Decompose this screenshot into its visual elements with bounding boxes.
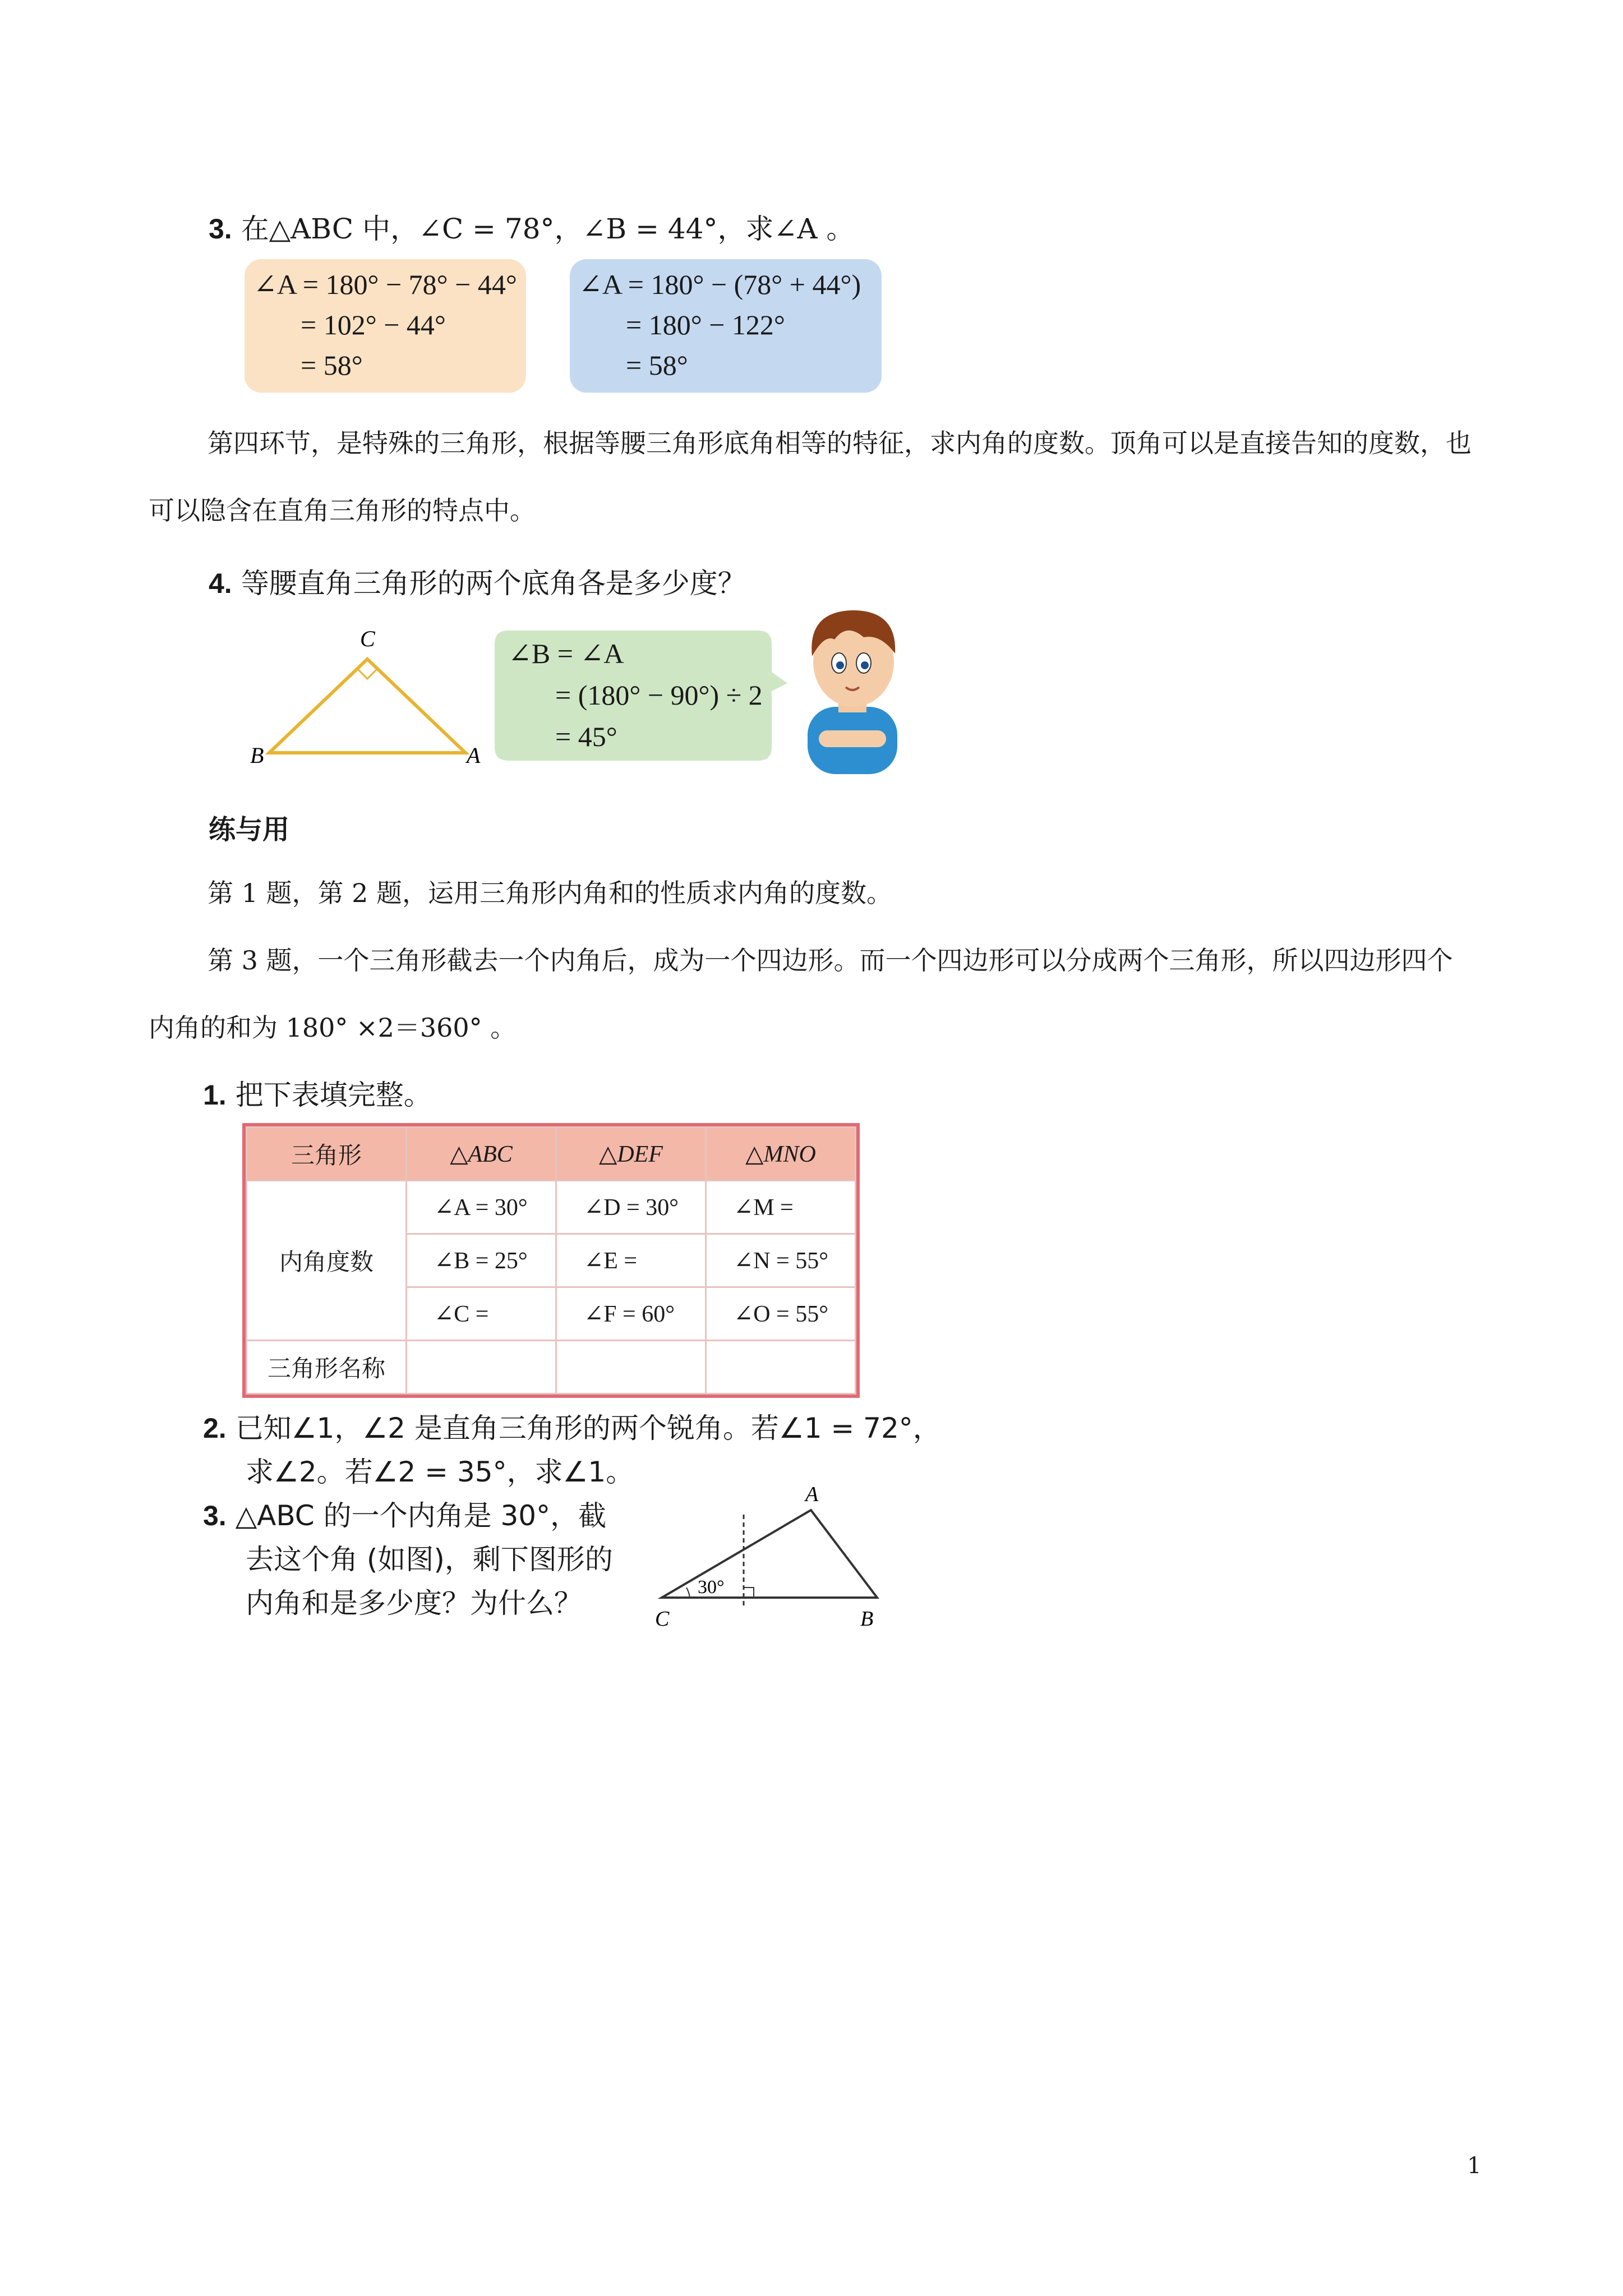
exercise-line: 去这个角 (如图)，剩下图形的 <box>246 1543 613 1576</box>
table-cell-empty <box>407 1341 556 1394</box>
angle-table <box>242 1123 860 1398</box>
bubble-line: ∠B = ∠A <box>508 638 624 669</box>
exercise-1 <box>203 1073 432 1113</box>
exercise-line: △ABC 的一个内角是 30°，截 <box>235 1499 607 1532</box>
right-angle-mark <box>357 669 377 679</box>
paragraph: 第 3 题，一个三角形截去一个内角后，成为一个四边形。而一个四边形可以分成两个三角形，所以四边形四个内角的和为 180° ×2＝360° 。 <box>149 945 1453 1043</box>
paragraph: 第四环节，是特殊的三角形，根据等腰三角形底角相等的特征，求内角的度数。顶角可以是直接告知的度数，也可以隐含在直角三角形的特点中。 <box>149 428 1472 526</box>
question-text: 在△ABC 中，∠C = 78°，∠B = 44°，求∠A 。 <box>241 213 855 245</box>
solution-line: = 102° − 44° <box>301 309 446 341</box>
exercise-number: 3. <box>203 1500 227 1531</box>
triangle-shape <box>662 1510 877 1598</box>
cut-triangle-figure <box>651 1481 897 1638</box>
exercise-line: 已知∠1，∠2 是直角三角形的两个锐角。若∠1 = 72°， <box>235 1412 941 1444</box>
vertex-label-a: A <box>805 1483 819 1506</box>
exercise-number: 2. <box>203 1412 227 1444</box>
bubble-line: = (180° − 90°) ÷ 2 <box>555 679 763 711</box>
solution-line: = 180° − 122° <box>626 309 785 341</box>
exercise-text: 把下表填完整。 <box>235 1079 432 1111</box>
table-row <box>247 1181 856 1234</box>
table-header: △ABC <box>407 1128 556 1181</box>
vertex-label-a: A <box>467 743 481 768</box>
row-label: 三角形名称 <box>247 1341 407 1394</box>
speech-bubble-content <box>499 633 768 762</box>
boy-pupil-left <box>836 661 844 669</box>
vertex-label-c: C <box>360 626 375 651</box>
table-cell: ∠D = 30° <box>556 1181 706 1234</box>
table-header: △DEF <box>556 1128 706 1181</box>
solution-line: ∠A = 180° − (78° + 44°) <box>579 269 861 300</box>
table-cell-empty <box>556 1341 706 1394</box>
solution-line: = 58° <box>301 349 363 381</box>
table-cell: ∠F = 60° <box>556 1287 706 1341</box>
table-header-row <box>247 1128 856 1181</box>
question-4 <box>209 561 746 601</box>
solution-box-method-2 <box>570 259 882 393</box>
table-cell: ∠A = 30° <box>407 1181 556 1234</box>
question-3 <box>209 206 854 247</box>
table-cell: ∠M = <box>706 1181 856 1234</box>
section-title: 练与用 <box>209 814 290 845</box>
exercise-2 <box>203 1406 941 1446</box>
exercise-line: 内角和是多少度？为什么？ <box>246 1587 582 1619</box>
bubble-line: = 45° <box>555 721 617 752</box>
question-number: 3. <box>209 213 232 245</box>
triangle-shape <box>269 659 465 753</box>
table-cell: ∠N = 55° <box>706 1234 856 1287</box>
table-row <box>247 1341 856 1394</box>
boy-pupil-right <box>861 661 869 669</box>
paragraph: 第 1 题，第 2 题，运用三角形内角和的性质求内角的度数。 <box>208 878 893 908</box>
exercise-number: 1. <box>203 1079 227 1111</box>
question-text: 等腰直角三角形的两个底角各是多少度？ <box>241 567 746 600</box>
solution-line: ∠A = 180° − 78° − 44° <box>253 269 517 300</box>
angle-label: 30° <box>698 1577 725 1598</box>
boy-illustration <box>785 600 920 774</box>
boy-crossed-arms <box>819 730 886 747</box>
question-number: 4. <box>209 568 232 599</box>
vertex-label-b: B <box>860 1607 874 1631</box>
row-label: 内角度数 <box>247 1181 407 1341</box>
isosceles-right-triangle-figure <box>241 623 488 769</box>
page-number: 1 <box>1467 2153 1482 2179</box>
table-cell: ∠E = <box>556 1234 706 1287</box>
solution-line: = 58° <box>626 349 688 381</box>
angle-arc <box>686 1588 690 1598</box>
table-cell: ∠B = 25° <box>407 1234 556 1287</box>
table-cell-empty <box>706 1341 856 1394</box>
vertex-label-b: B <box>250 743 264 768</box>
table-header: 三角形 <box>247 1128 407 1181</box>
right-angle-mark <box>744 1588 754 1598</box>
vertex-label-c: C <box>655 1607 670 1631</box>
exercise-line: 求∠2。若∠2 = 35°，求∠1。 <box>246 1456 634 1488</box>
exercise-3 <box>203 1493 606 1534</box>
table-cell: ∠O = 55° <box>706 1287 856 1341</box>
solution-box-method-1 <box>245 259 526 393</box>
table-cell: ∠C = <box>407 1287 556 1341</box>
table-header: △MNO <box>706 1128 856 1181</box>
